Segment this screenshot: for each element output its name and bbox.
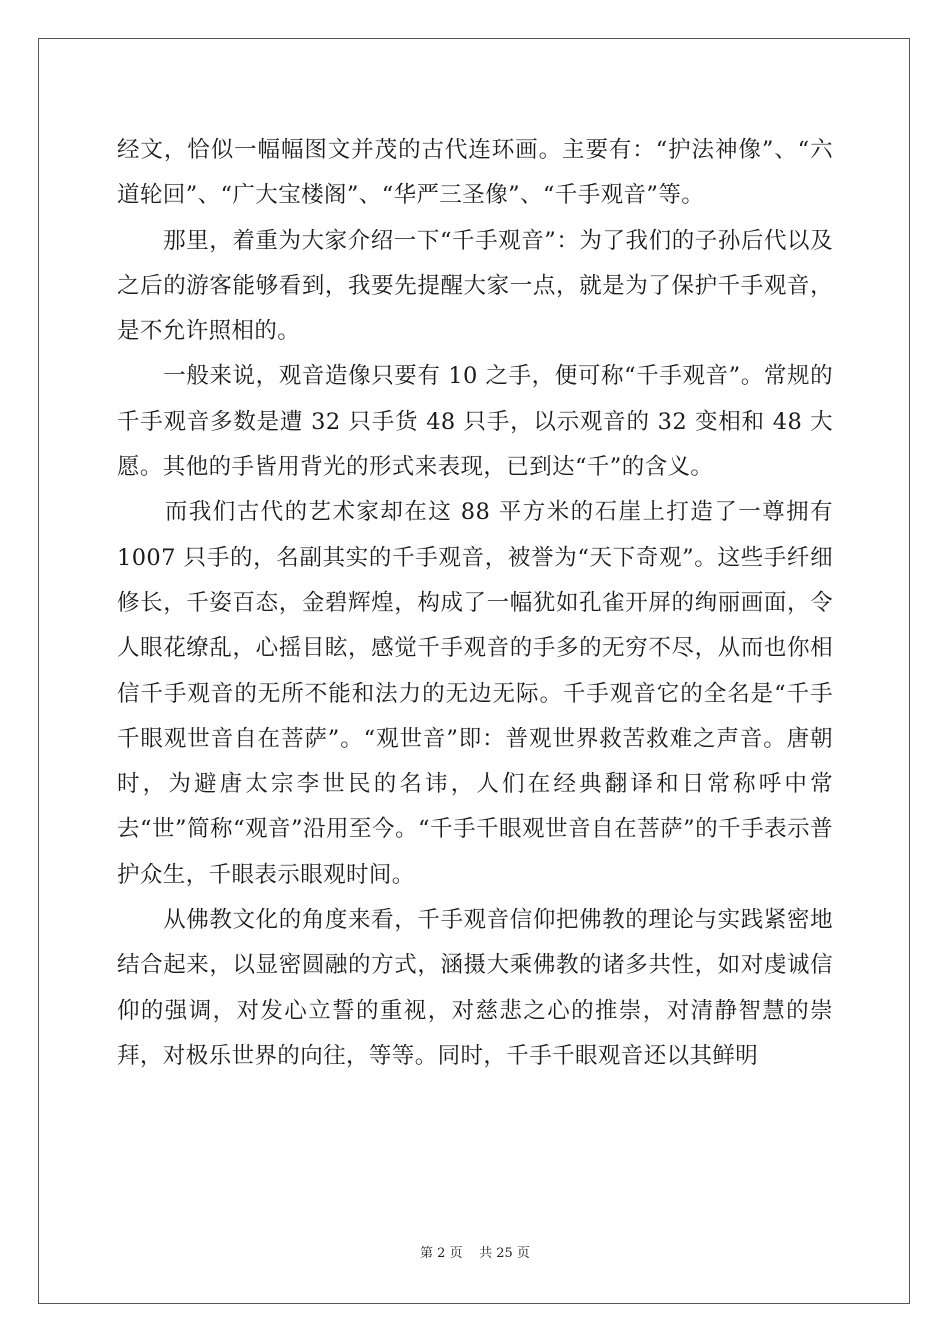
- page-footer: [0, 1246, 950, 1262]
- document-body: [117, 128, 841, 1079]
- paragraph: 一般来说，观音造像只要有 10 之手，便可称“千手观音”。常规的千手观音多数是遭 32 只手货 48 只手，以示观音的 32 变相和 48 大愿。其他的手皆用背光的形式来表现，已到达“千”的含义。: [117, 363, 833, 481]
- paragraph: 从佛教文化的角度来看，千手观音信仰把佛教的理论与实践紧密地结合起来，以显密圆融的方式，涵摄大乘佛教的诸多共性，如对虔诚信仰的强调，对发心立誓的重视，对慈悲之心的推崇，对清静智慧的崇拜，对极乐世界的向往，等等。同时，千手千眼观音还以其鲜明: [117, 907, 833, 1069]
- paragraph: 经文，恰似一幅幅图文并茂的古代连环画。主要有：“护法神像”、“六道轮回”、“广大宝楼阁”、“华严三圣像”、“千手观音”等。: [117, 137, 833, 209]
- paragraph: 而我们古代的艺术家却在这 88 平方米的石崖上打造了一尊拥有 1007 只手的，名副其实的千手观音，被誉为“天下奇观”。这些手纤细修长，千姿百态，金碧辉煌，构成了一幅犹如孔雀开屏的绚丽画面，令人眼花缭乱，心摇目眩，感觉千手观音的手多的无穷不尽，从而也你相信千手观音的无所不能和法力的无边无际。千手观音它的全名是“千手千眼观世音自在菩萨”。“观世音”即：普观世界救苦救难之声音。唐朝时，为避唐太宗李世民的名讳，人们在经典翻译和日常称呼中常去“世”简称“观音”沿用至今。“千手千眼观世音自在菩萨”的千手表示普护众生，千眼表示眼观时间。: [117, 499, 841, 888]
- page-number: 第 2 页: [420, 1246, 463, 1261]
- paragraph: 那里，着重为大家介绍一下“千手观音”：为了我们的子孙后代以及之后的游客能够看到，我要先提醒大家一点，就是为了保护千手观音，是不允许照相的。: [117, 227, 833, 345]
- page-total: 共 25 页: [479, 1246, 530, 1261]
